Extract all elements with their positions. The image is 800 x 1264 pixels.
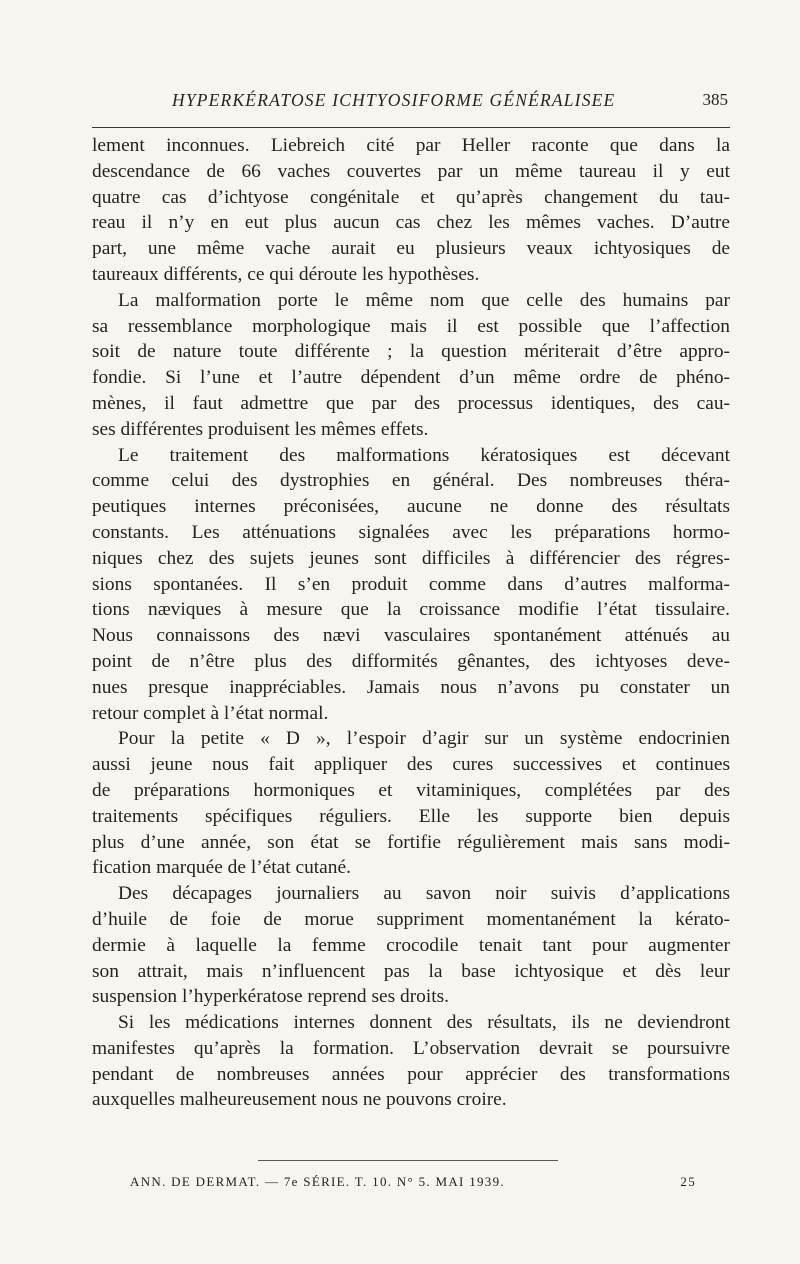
running-head (92, 90, 730, 114)
text-line: sa ressemblance morphologique mais il est possible que l’affection (92, 315, 730, 337)
text-line: niques chez des sujets jeunes sont difficiles à différencier des régres- (92, 547, 730, 569)
text-line: nues presque inappréciables. Jamais nous n’avons pu constater un (92, 676, 730, 698)
text-line: ses différentes produisent les mêmes effets. (92, 418, 429, 440)
text-line: auxquelles malheureusement nous ne pouvons croire. (92, 1089, 507, 1111)
text-line: Nous connaissons des nævi vasculaires spontanément atténués au (92, 625, 730, 647)
text-line: taureaux différents, ce qui déroute les hypothèses. (92, 263, 480, 285)
footer-citation: ANN. DE DERMAT. — 7e SÉRIE. T. 10. N° 5. MAI 1939. (130, 1174, 505, 1189)
body-text (92, 133, 730, 1113)
page-number: 385 (702, 90, 728, 109)
text-line: part, une même vache aurait eu plusieurs veaux ichtyosiques de (92, 238, 730, 260)
text-line: tions nævіques à mesure que la croissance modifie l’état tissulaire. (92, 599, 730, 621)
text-line: traitements spécifiques réguliers. Elle les supporte bien depuis (92, 805, 730, 827)
text-line: suspension l’hyperkératose reprend ses droits. (92, 986, 450, 1008)
paragraph-first-line: Si les médications internes donnent des résultats, ils ne deviendront (118, 1012, 730, 1034)
text-line: constants. Les atténuations signalées avec les préparations hormo- (92, 521, 730, 543)
text-line: lement inconnues. Liebreich cité par Heller raconte que dans la (92, 135, 730, 156)
text-line: point de n’être plus des difformités gênantes, des ichtyoses deve- (92, 650, 730, 672)
footer-signature: 25 (680, 1174, 696, 1189)
text-line: soit de nature toute différente ; la question mériterait d’être appro- (92, 341, 730, 363)
text-line: d’huile de foie de morue suppriment momentanément la kérato- (92, 908, 730, 930)
text-line: peutiques internes préconisées, aucune ne donne des résultats (92, 496, 730, 518)
paragraph-first-line: Pour la petite « D », l’espoir d’agir sur un système endocrinien (118, 728, 730, 750)
text-line: dermie à laquelle la femme crocodile tenait tant pour augmenter (92, 934, 730, 956)
text-line: retour complet à l’état normal. (92, 702, 329, 724)
text-line: sions spontanées. Il s’en produit comme dans d’autres malforma- (92, 573, 730, 595)
text-line: de préparations hormoniques et vitaminiques, complétées par des (92, 779, 730, 801)
text-line: pendant de nombreuses années pour apprécier des transformations (92, 1063, 730, 1085)
text-line: fondie. Si l’une et l’autre dépendent d’un même ordre de phéno- (92, 367, 730, 389)
text-line: plus d’une année, son état se fortifie régulièrement mais sans modi- (92, 831, 730, 853)
text-line: aussi jeune nous fait appliquer des cures successives et continues (92, 754, 730, 776)
text-line: son attrait, mais n’influencent pas la base ichtyosique et dès leur (92, 960, 730, 982)
text-line: fication marquée de l’état cutané. (92, 857, 351, 879)
footer (130, 1174, 696, 1196)
text-line: descendance de 66 vaches couvertes par un même taureau il y eut (92, 160, 730, 182)
text-line: comme celui des dystrophies en général. Des nombreuses théra- (92, 470, 730, 492)
paragraph-first-line: La malformation porte le même nom que celle des humains par (118, 289, 730, 311)
text-line: reau il n’y en eut plus aucun cas chez les mêmes vaches. D’autre (92, 212, 730, 234)
running-title: HYPERKÉRATOSE ICHTYOSIFORME GÉNÉRALISEE (172, 90, 616, 110)
footer-rule (258, 1160, 558, 1161)
text-line: quatre cas d’ichtyose congénitale et qu’après changement du tau- (92, 186, 730, 208)
text-line: manifestes qu’après la formation. L’observation devrait se poursuivre (92, 1037, 730, 1059)
paragraph-first-line: Des décapages journaliers au savon noir suivis d’applications (118, 883, 730, 905)
text-line: mènes, il faut admettre que par des processus identiques, des cau- (92, 392, 730, 414)
header-rule (92, 127, 730, 128)
paragraph-first-line: Le traitement des malformations kératosiques est décevant (118, 444, 730, 466)
